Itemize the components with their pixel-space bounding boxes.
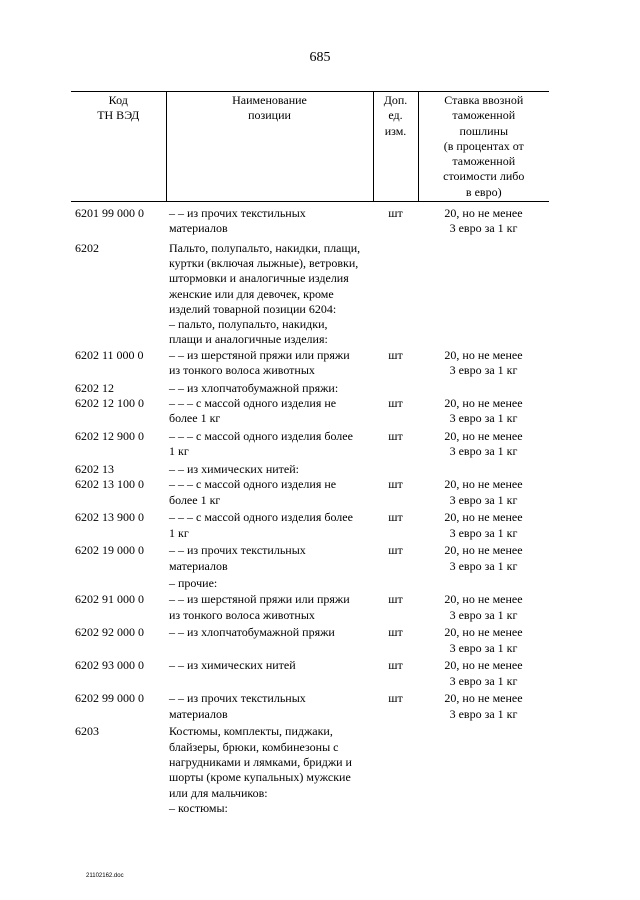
row-code: 6202 [75,240,99,255]
row-unit [373,381,418,396]
row-code: 6202 13 100 0 [75,477,144,492]
table-row [71,691,549,724]
row-code: 6202 11 000 0 [75,347,144,362]
table-row [71,724,549,816]
row-code: 6202 12 100 0 [75,396,144,411]
row-rate: 20, но не менее 3 евро за 1 кг [444,691,523,721]
row-code: 6201 99 000 0 [75,206,144,221]
row-name: – – из хлопчатобумажной пряжи [169,625,335,640]
row-name: – – из химических нитей [169,658,296,673]
row-code [71,576,166,592]
row-unit [373,724,418,816]
row-unit: шт [388,477,403,492]
row-name: – – – с массой одного изделия не более 1 кг [169,396,337,426]
row-code: 6202 99 000 0 [75,691,144,706]
table-row [71,658,549,691]
row-unit: шт [388,510,403,525]
table-row [71,576,549,592]
row-unit: шт [388,347,403,362]
tariff-table [71,91,549,816]
row-rate: 20, но не менее 3 евро за 1 кг [444,592,523,622]
table-row [71,202,549,237]
row-code: 6202 13 [75,462,114,477]
row-unit: шт [388,543,403,558]
table-row [71,462,549,477]
row-code: 6202 92 000 0 [75,625,144,640]
row-rate [418,576,549,592]
row-code: 6202 13 900 0 [75,510,144,525]
footer-filename: 21102162.doc [86,873,124,879]
row-name: Пальто, полупальто, накидки, плащи, куртки (включая лыжные), ветровки, штормовки и аналогичные изделия женские или для девочек, кроме изделий товарной позиции 6204: – пальто, полупальто, накидки, плащи и аналогичные изделия: [169,240,361,347]
row-unit: шт [388,396,403,411]
row-unit [373,576,418,592]
row-name: – – из прочих текстильных материалов [169,543,306,573]
row-name: – – из шерстяной пряжи или пряжи из тонкого волоса животных [169,347,350,378]
header-unit: Доп. ед. изм. [373,92,418,202]
row-name: Костюмы, комплекты, пиджаки, блайзеры, брюки, комбинезоны с нагрудниками и лямками, бриджи и шорты (кроме купальных) мужские или для мальчиков: – костюмы: [169,724,352,815]
row-unit: шт [388,592,403,607]
row-rate [418,462,549,477]
row-name: – прочие: [169,576,218,591]
table-header-row [71,92,549,202]
row-name: – – из хлопчатобумажной пряжи: [169,380,339,395]
row-code: 6202 12 [75,380,114,395]
row-name: – – из прочих текстильных материалов [169,691,306,721]
row-rate: 20, но не менее 3 евро за 1 кг [444,510,523,540]
row-rate: 20, но не менее 3 евро за 1 кг [444,206,523,236]
header-code: Код ТН ВЭД [71,92,166,202]
row-rate: 20, но не менее 3 евро за 1 кг [444,543,523,573]
row-rate: 20, но не менее 3 евро за 1 кг [444,396,523,426]
row-code: 6202 93 000 0 [75,658,144,673]
row-rate [418,381,549,396]
table-row [71,543,549,576]
row-rate: 20, но не менее 3 евро за 1 кг [444,347,523,378]
row-code: 6202 91 000 0 [75,592,144,607]
row-unit: шт [388,658,403,673]
table-row [71,510,549,543]
row-name: – – – с массой одного изделия не более 1 кг [169,477,337,507]
row-rate: 20, но не менее 3 евро за 1 кг [444,429,523,459]
row-unit [373,237,418,348]
row-unit: шт [388,625,403,640]
table-row [71,477,549,510]
row-unit: шт [388,691,403,706]
header-rate: Ставка ввозной таможенной пошлины (в процентах от таможенной стоимости либо в евро) [418,92,549,202]
table-row [71,429,549,462]
table-row [71,348,549,381]
row-code: 6203 [75,724,99,739]
table-row [71,381,549,396]
row-unit: шт [388,429,403,444]
table-row [71,396,549,429]
row-rate: 20, но не менее 3 евро за 1 кг [444,658,523,688]
row-rate [418,237,549,348]
row-code: 6202 19 000 0 [75,543,144,558]
row-name: – – из химических нитей: [169,462,300,477]
row-name: – – из шерстяной пряжи или пряжи из тонкого волоса животных [169,592,350,622]
row-name: – – – с массой одного изделия более 1 кг [169,510,353,540]
table-row [71,237,549,348]
row-unit: шт [388,206,403,221]
table-row [71,625,549,658]
row-rate [418,724,549,816]
row-rate: 20, но не менее 3 евро за 1 кг [444,625,523,655]
row-rate: 20, но не менее 3 евро за 1 кг [444,477,523,507]
row-code: 6202 12 900 0 [75,429,144,444]
row-name: – – из прочих текстильных материалов [169,206,306,236]
table-body [71,202,549,817]
page-number: 685 [309,50,331,65]
row-name: – – – с массой одного изделия более 1 кг [169,429,353,459]
header-name: Наименование позиции [166,92,373,202]
row-unit [373,462,418,477]
table-row [71,592,549,625]
